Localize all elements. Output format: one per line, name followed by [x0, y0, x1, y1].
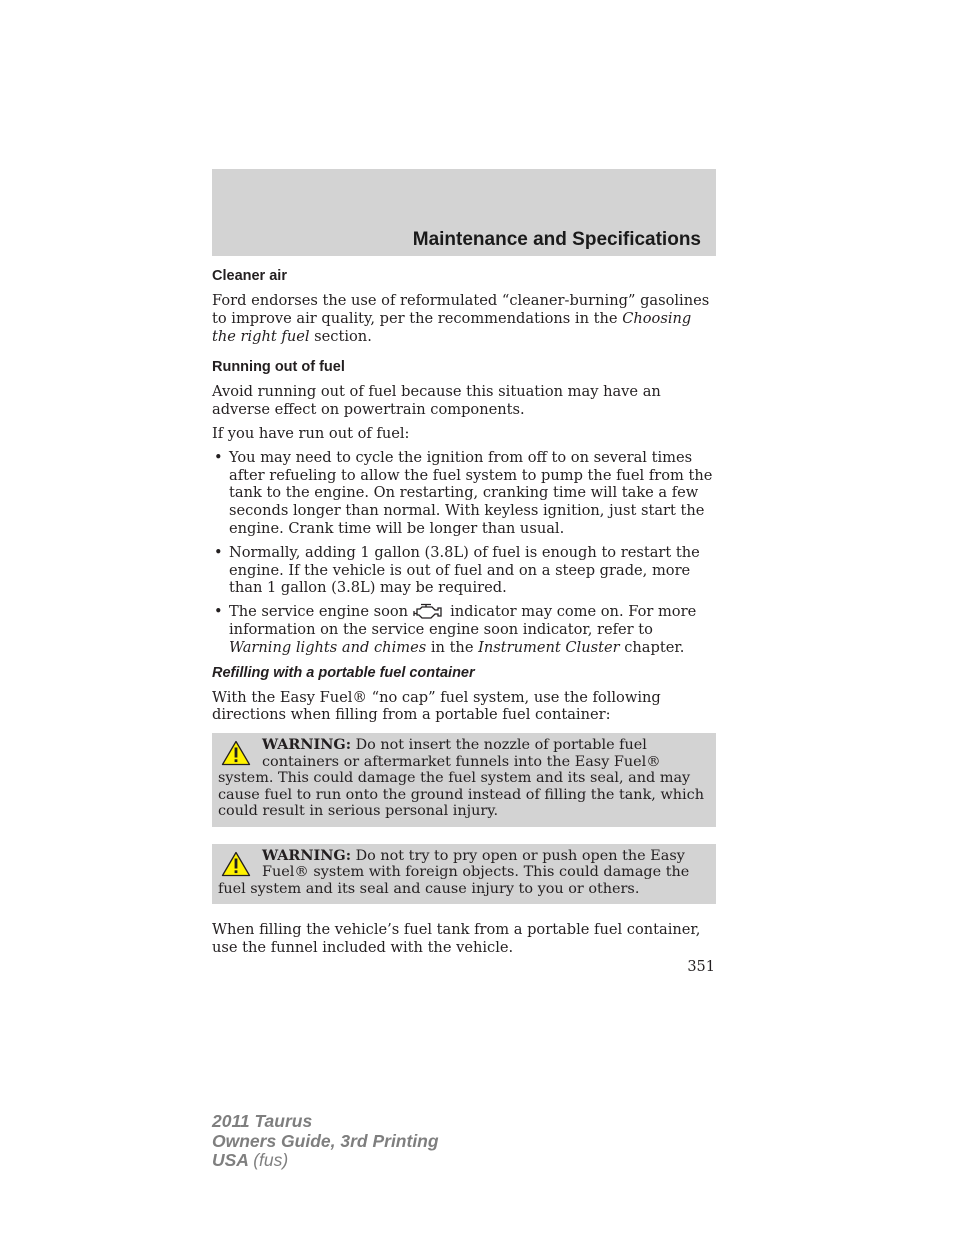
bullet3-text-2: indicator may come on. For more information on the service engine soon indicator, refer to [229, 603, 697, 638]
warning-box [212, 844, 716, 905]
refilling-intro: With the Easy Fuel® “no cap” fuel system, use the following directions when filling from a portable fuel container: [212, 688, 661, 724]
running-out-section [212, 357, 716, 656]
refilling-section [212, 663, 716, 957]
engine-icon [412, 603, 446, 620]
list-item: • Normally, adding 1 gallon (3.8L) of fuel is enough to restart the engine. If the vehicle is out of fuel and on a steep grade, more than 1 gallon (3.8L) may be required. [212, 544, 716, 597]
warning-box [212, 733, 716, 827]
page-content [212, 266, 716, 963]
run-out-list [212, 449, 716, 657]
footer-edition: Owners Guide, 3rd Printing [212, 1130, 439, 1151]
warning-triangle-icon [221, 851, 251, 877]
bullet3-text-4: chapter. [619, 638, 685, 656]
warning-lights-reference: Warning lights and chimes [229, 638, 427, 656]
bullet3-text: The service engine soon [229, 603, 409, 621]
running-out-heading: Running out of fuel [212, 359, 345, 376]
bullet3-text-3: in the [426, 638, 479, 656]
closing-paragraph: When filling the vehicle’s fuel tank from a portable fuel container, use the funnel included with the vehicle. [212, 921, 701, 956]
warning-label: WARNING: [262, 736, 352, 754]
cleaner-air-section [212, 266, 716, 345]
cleaner-air-heading: Cleaner air [212, 268, 287, 284]
footer-model: 2011 Taurus [212, 1111, 313, 1131]
cleaner-air-text-end: section. [309, 327, 372, 345]
list-item [212, 603, 716, 656]
footer-region-suffix: (fus) [253, 1150, 289, 1170]
cleaner-air-paragraph [212, 292, 716, 345]
page-number: 351 [687, 959, 715, 975]
warning-text: Do not insert the nozzle of portable fuel containers or aftermarket funnels into the Easy Fuel® system. This could damage the fuel system and its seal, and may cause fuel to run onto the ground instead of filling the tank, which could result in serious personal injury. [218, 737, 704, 820]
document-footer [212, 1112, 439, 1171]
section-title: Maintenance and Specifications [412, 229, 701, 250]
list-item: • You may need to cycle the ignition from off to on several times after refueling to allow the fuel system to pump the fuel from the tank to the engine. On restarting, cranking time will take a few seconds longer than normal. With keyless ignition, just start the engine. Crank time will be longer than usual. [212, 449, 716, 538]
running-out-paragraph: Avoid running out of fuel because this situation may have an adverse effect on powertrain components. [212, 383, 661, 419]
cleaner-air-text: Ford endorses the use of reformulated “cleaner-burning” gasolines to improve air quality, per the recommendations in the [212, 292, 710, 327]
warning-triangle-icon [221, 740, 251, 766]
warning-label: WARNING: [262, 846, 352, 864]
section-header-band [212, 169, 716, 256]
instrument-cluster-reference: Instrument Cluster [478, 638, 620, 656]
footer-region-code: USA [212, 1150, 249, 1170]
if-run-out-paragraph: If you have run out of fuel: [212, 424, 410, 442]
footer-region [212, 1151, 439, 1171]
choosing-fuel-reference: Choosing the right fuel [212, 309, 692, 345]
refilling-heading: Refilling with a portable fuel container [212, 664, 475, 681]
warning-text: Do not try to pry open or push open the Easy Fuel® system with foreign objects. This could damage the fuel system and its seal and cause injury to you or others. [218, 847, 690, 897]
